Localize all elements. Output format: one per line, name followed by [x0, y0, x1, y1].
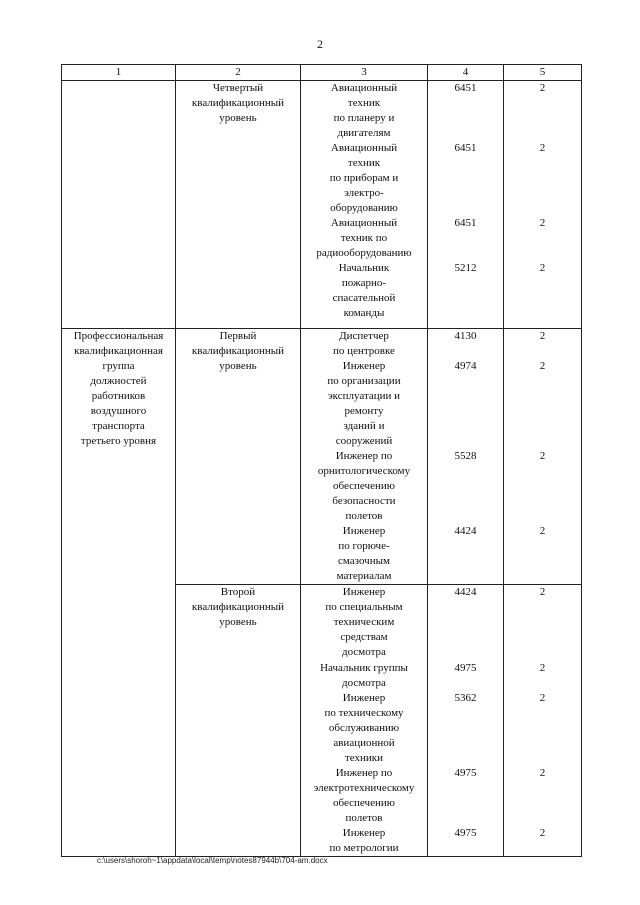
position-title: Инженер по метрологии [329, 827, 399, 854]
qualification-table [61, 64, 582, 857]
qualification-level: Второй квалификационный уровень [176, 585, 301, 857]
position-list [301, 329, 428, 585]
position-title: Диспетчер по центровке [333, 330, 395, 357]
position-title: Авиационный техник по планеру и двигателям [330, 82, 398, 139]
position-count: 2 [539, 662, 546, 674]
position-code: 4130 [454, 330, 477, 342]
position-code: 4975 [454, 662, 477, 674]
page-number: 2 [317, 37, 323, 51]
position-count: 2 [539, 767, 546, 779]
position-title: Инженер по специальным техническим средствам досмотра [325, 586, 403, 658]
position-code: 4974 [454, 360, 477, 372]
position-count: 2 [539, 360, 546, 372]
position-count: 2 [539, 82, 546, 94]
position-code: 6451 [454, 142, 477, 154]
group-cell-empty [62, 81, 176, 329]
column-header: 5 [504, 65, 582, 81]
position-count: 2 [539, 217, 546, 229]
position-count: 2 [539, 525, 546, 537]
position-count: 2 [539, 586, 546, 598]
position-list [301, 585, 428, 857]
position-count: 2 [539, 827, 546, 839]
position-title: Начальник группы досмотра [320, 662, 408, 689]
file-path-footer: c:\users\shoroh~1\appdata\local\temp\notes87944b\704-am.docx [97, 856, 328, 865]
position-count: 2 [539, 330, 546, 342]
position-count: 2 [539, 142, 546, 154]
position-code: 4424 [454, 586, 477, 598]
position-count: 2 [539, 692, 546, 704]
position-title: Авиационный техник по радиооборудованию [316, 217, 412, 259]
count-list [504, 81, 582, 329]
column-header: 4 [428, 65, 504, 81]
position-title: Инженер по горюче- смазочным материалам [336, 525, 392, 582]
table-row [62, 329, 582, 585]
column-header: 1 [62, 65, 176, 81]
column-header: 3 [301, 65, 428, 81]
code-list [428, 329, 504, 585]
table-row [62, 81, 582, 329]
qualification-level: Первый квалификационный уровень [176, 329, 301, 585]
column-number-row [62, 65, 582, 81]
position-code: 6451 [454, 82, 477, 94]
qualification-level: Четвертый квалификационный уровень [176, 81, 301, 329]
position-title: Инженер по электротехническому обеспечению полетов [313, 767, 415, 824]
count-list [504, 585, 582, 857]
position-code: 5212 [454, 262, 477, 274]
position-code: 4975 [454, 827, 477, 839]
code-list [428, 585, 504, 857]
qualification-group: Профессиональная квалификационная группа должностей работников воздушного транспорта третьего уровня [62, 329, 176, 857]
position-code: 5528 [454, 450, 477, 462]
position-title: Инженер по организации эксплуатации и ремонту зданий и сооружений [327, 360, 401, 447]
position-code: 5362 [454, 692, 477, 704]
position-title: Инженер по орнитологическому обеспечению безопасности полетов [317, 450, 411, 522]
position-code: 6451 [454, 217, 477, 229]
position-count: 2 [539, 450, 546, 462]
count-list [504, 329, 582, 585]
position-count: 2 [539, 262, 546, 274]
position-code: 4424 [454, 525, 477, 537]
position-title: Начальник пожарно- спасательной команды [332, 262, 396, 319]
position-list [301, 81, 428, 329]
position-title: Авиационный техник по приборам и электро- оборудованию [329, 142, 399, 214]
position-title: Инженер по техническому обслуживанию авиационной техники [324, 692, 404, 764]
code-list [428, 81, 504, 329]
column-header: 2 [176, 65, 301, 81]
position-code: 4975 [454, 767, 477, 779]
